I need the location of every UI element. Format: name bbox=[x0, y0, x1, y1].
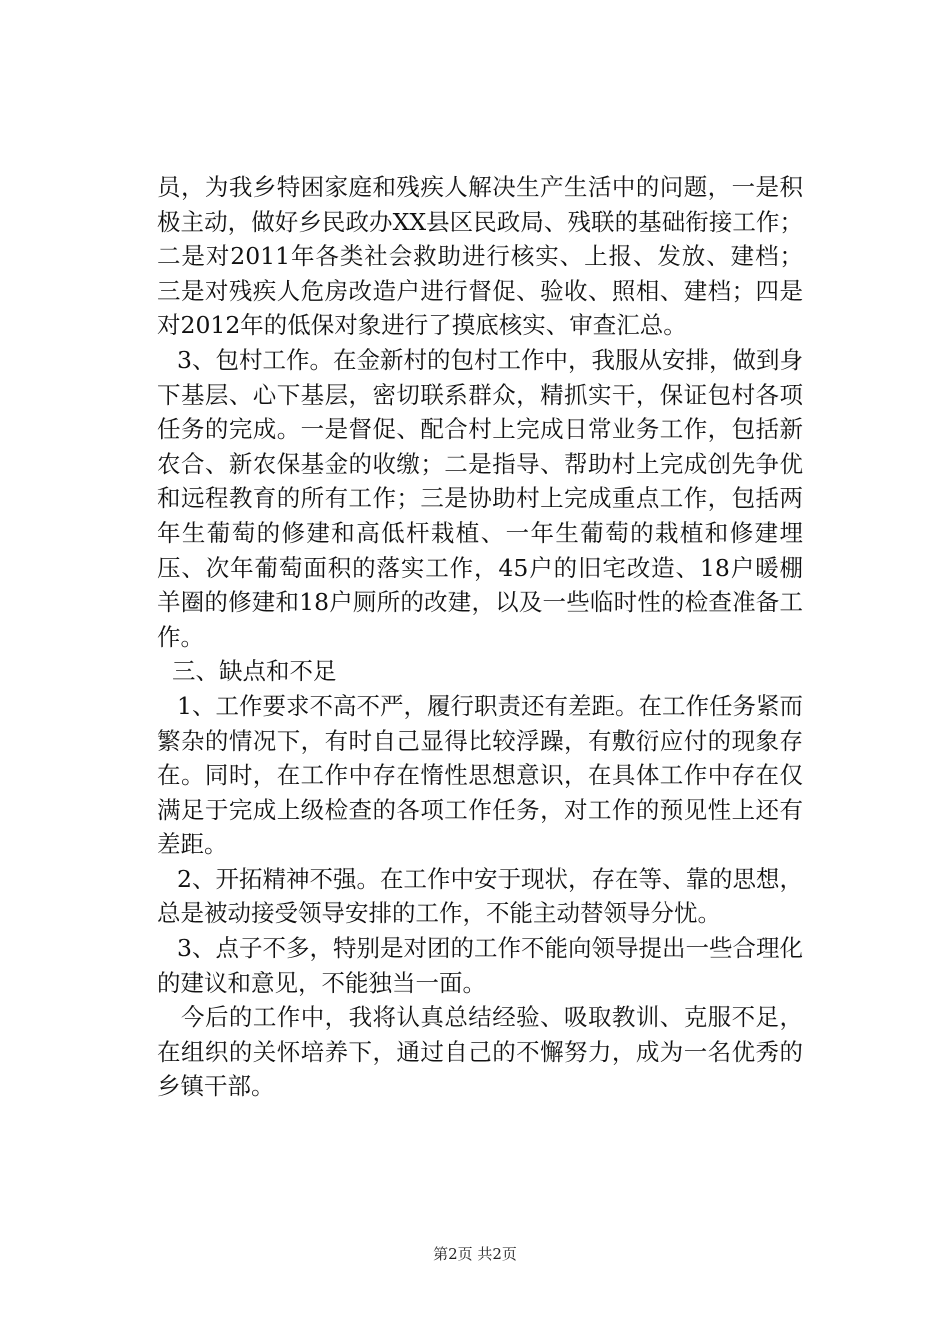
paragraph-continuation: 员，为我乡特困家庭和残疾人解决生产生活中的问题，一是积极主动，做好乡民政办XX县区民政局、残联的基础衔接工作；二是对2011年各类社会救助进行核实、上报、发放、建档；三是对残疾人危房改造户进行督促、验收、照相、建档；四是对2012年的低保对象进行了摸底核实、审查汇总。 bbox=[157, 173, 803, 340]
paragraph-shortcoming-2: 2、开拓精神不强。在工作中安于现状，存在等、靠的思想，总是被动接受领导安排的工作，不能主动替领导分忧。 bbox=[157, 864, 803, 928]
paragraph-village-work: 3、包村工作。在金新村的包村工作中，我服从安排，做到身下基层、心下基层，密切联系群众，精抓实干，保证包村各项任务的完成。一是督促、配合村上完成日常业务工作，包括新农合、新农保基金的收缴；二是指导、帮助村上完成创先争优和远程教育的所有工作；三是协助村上完成重点工作，包括两年生葡萄的修建和高低杆栽植、一年生葡萄的栽植和修建埋压、次年葡萄面积的落实工作，45户的旧宅改造、18户暖棚羊圈的修建和18户厕所的改建，以及一些临时性的检查准备工作。 bbox=[157, 345, 803, 651]
paragraph-shortcoming-1: 1、工作要求不高不严，履行职责还有差距。在工作任务紧而繁杂的情况下，有时自己显得比较浮躁，有敷衍应付的现象存在。同时，在工作中存在惰性思想意识，在具体工作中存在仅满足于完成上级检查的各项工作任务，对工作的预见性上还有差距。 bbox=[157, 691, 803, 859]
page-footer: 第2页 共2页 bbox=[433, 1245, 517, 1263]
section-heading-shortcomings: 三、缺点和不足 bbox=[172, 657, 337, 686]
paragraph-shortcoming-3: 3、点子不多，特别是对团的工作不能向领导提出一些合理化的建议和意见，不能独当一面。 bbox=[157, 934, 803, 997]
paragraph-conclusion: 今后的工作中，我将认真总结经验、吸取教训、克服不足，在组织的关怀培养下，通过自己的不懈努力，成为一名优秀的乡镇干部。 bbox=[157, 1003, 803, 1101]
document-body bbox=[157, 170, 803, 1104]
